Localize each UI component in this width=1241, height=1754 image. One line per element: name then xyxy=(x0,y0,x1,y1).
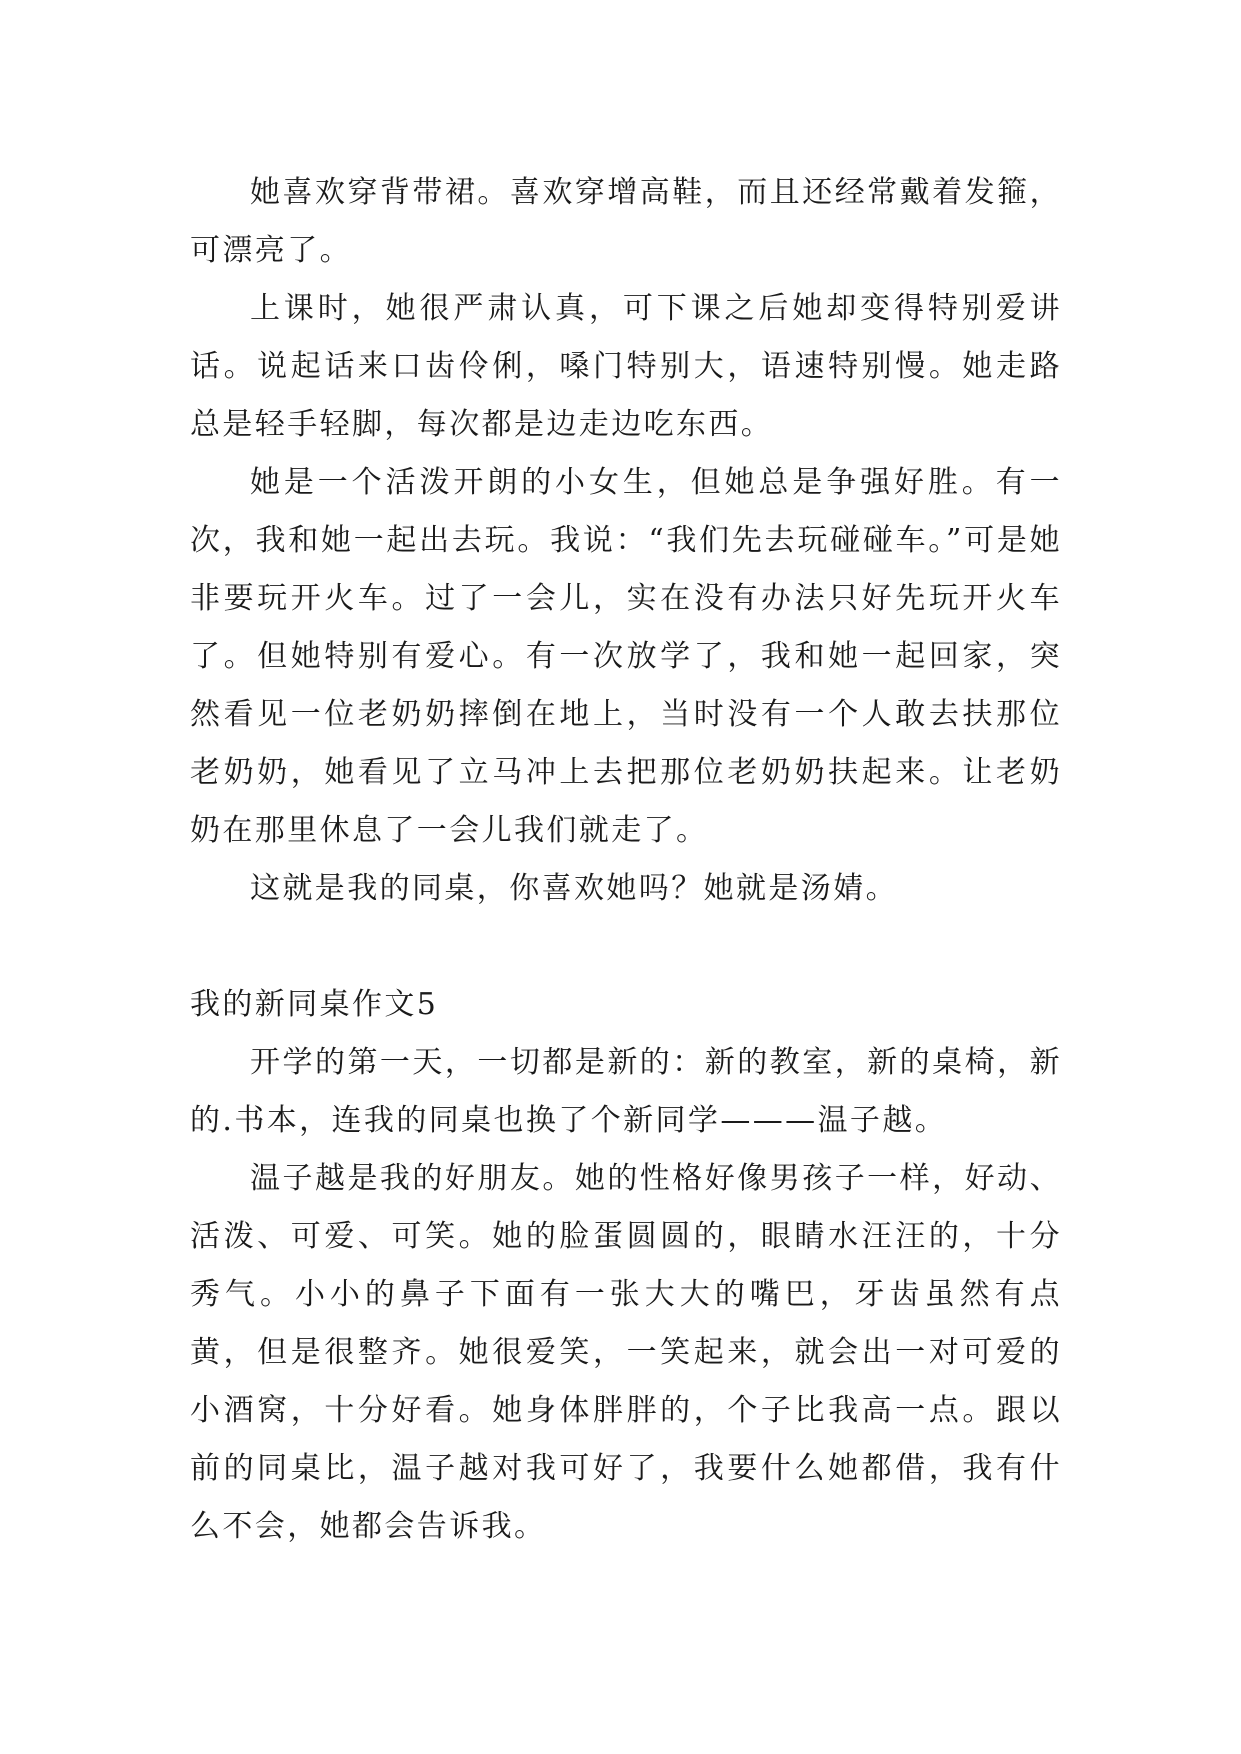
paragraph: 开学的第一天，一切都是新的：新的教室，新的桌椅，新的.书本，连我的同桌也换了个新同学———温子越。 xyxy=(190,1045,1062,1138)
paragraph: 温子越是我的好朋友。她的性格好像男孩子一样，好动、活泼、可爱、可笑。她的脸蛋圆圆的，眼睛水汪汪的，十分秀气。小小的鼻子下面有一张大大的嘴巴，牙齿虽然有点黄，但是很整齐。她很爱笑，一笑起来，就会出一对可爱的小酒窝，十分好看。她身体胖胖的，个子比我高一点。跟以前的同桌比，温子越对我可好了，我要什么她都借，我有什么不会，她都会告诉我。 xyxy=(190,1161,1062,1544)
section-heading: 我的新同桌作文5 xyxy=(190,987,439,1022)
paragraph: 上课时，她很严肃认真，可下课之后她却变得特别爱讲话。说起话来口齿伶俐，嗓门特别大，语速特别慢。她走路总是轻手轻脚，每次都是边走边吃东西。 xyxy=(190,291,1062,442)
paragraph: 这就是我的同桌，你喜欢她吗？她就是汤婧。 xyxy=(250,871,898,906)
paragraph: 她喜欢穿背带裙。喜欢穿增高鞋，而且还经常戴着发箍，可漂亮了。 xyxy=(190,175,1062,268)
paragraph: 她是一个活泼开朗的小女生，但她总是争强好胜。有一次，我和她一起出去玩。我说：“我们先去玩碰碰车。”可是她非要玩开火车。过了一会儿，实在没有办法只好先玩开火车了。但她特别有爱心。有一次放学了，我和她一起回家，突然看见一位老奶奶摔倒在地上，当时没有一个人敢去扶那位老奶奶，她看见了立马冲上去把那位老奶奶扶起来。让老奶奶在那里休息了一会儿我们就走了。 xyxy=(190,465,1062,848)
document-body xyxy=(190,164,1062,1556)
